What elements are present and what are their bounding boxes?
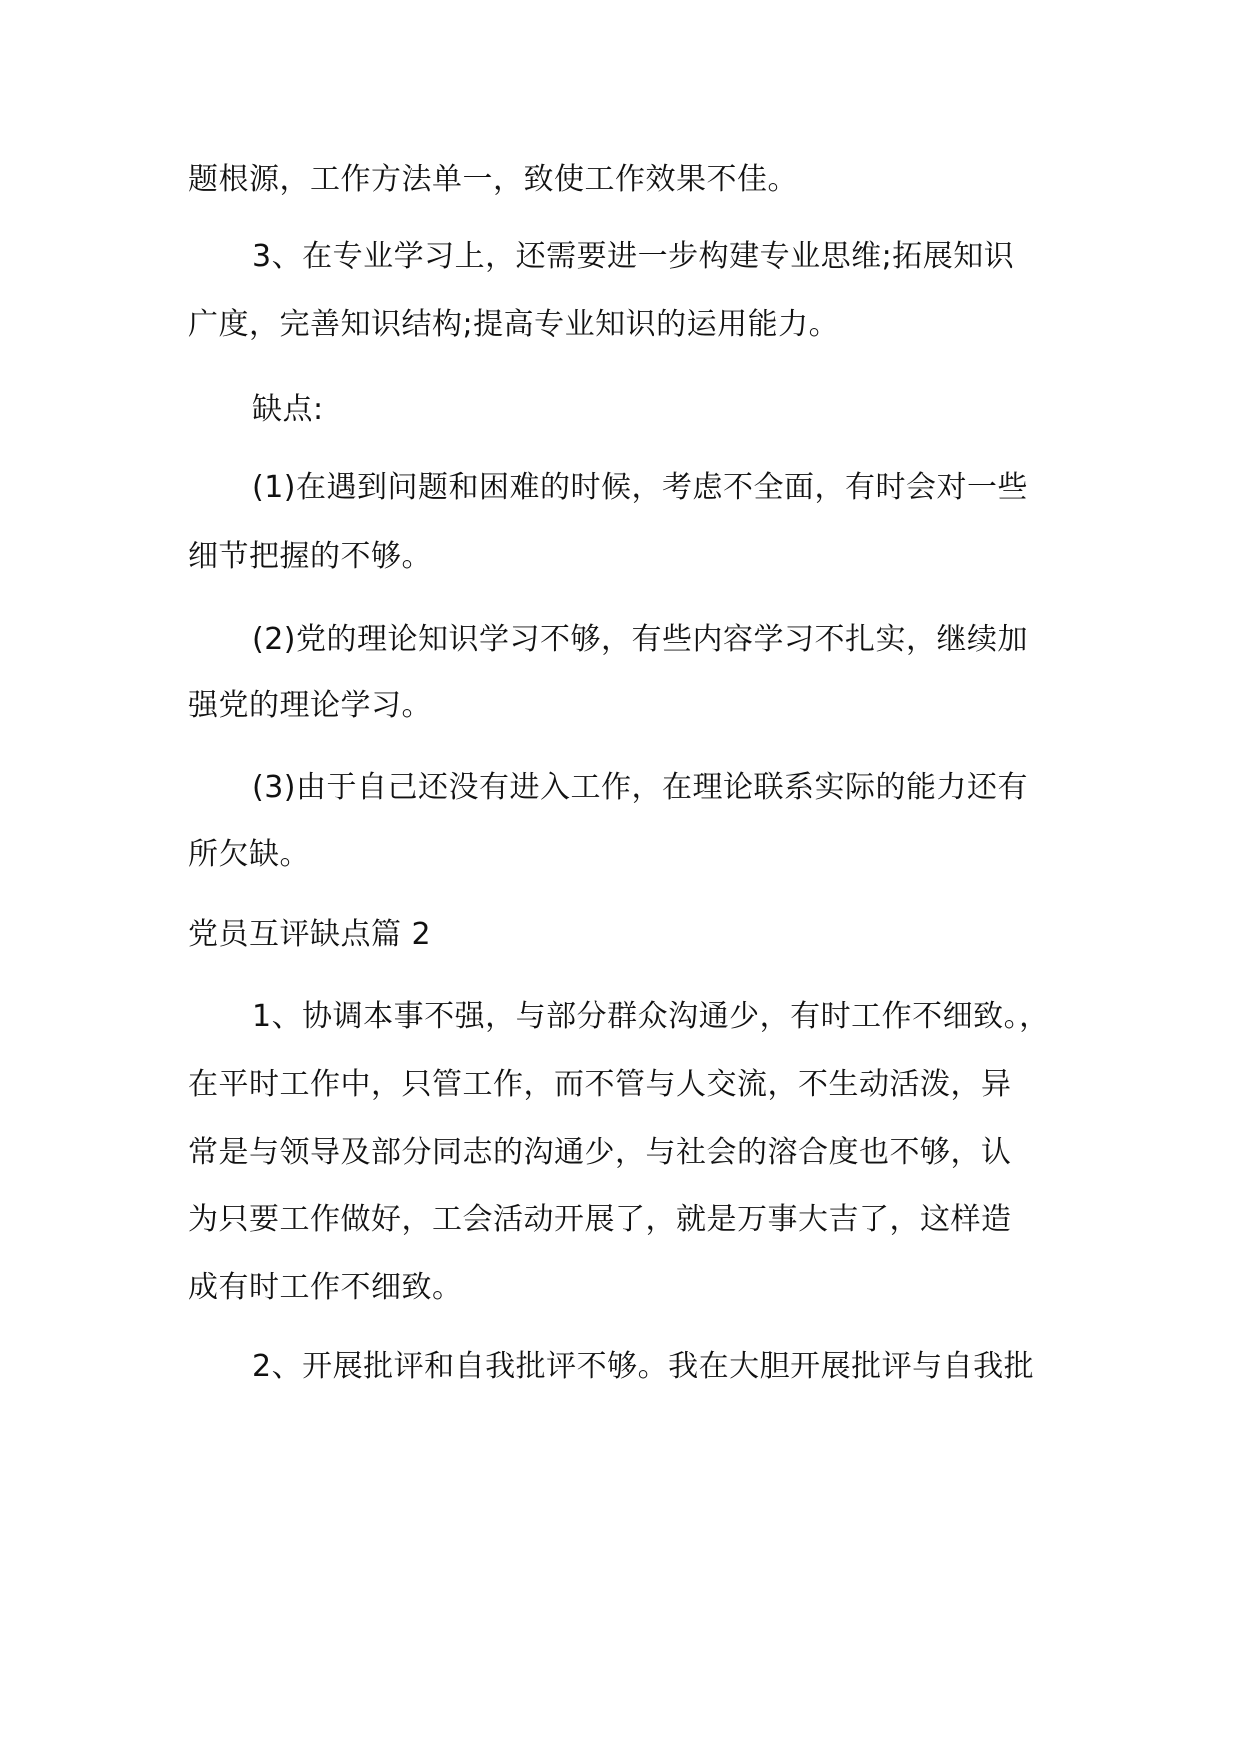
- text-line-16: 成有时工作不细致。: [188, 1270, 463, 1305]
- text-line-17: 2、开展批评和自我批评不够。我在大胆开展批评与自我批: [252, 1349, 1035, 1384]
- text-line-14: 常是与领导及部分同志的沟通少，与社会的溶合度也不够，认: [188, 1135, 1012, 1170]
- text-line-2: 3、在专业学习上，还需要进一步构建专业思维;拓展知识: [252, 239, 1015, 274]
- text-line-6: 细节把握的不够。: [188, 539, 432, 574]
- text-line-15: 为只要工作做好，工会活动开展了，就是万事大吉了，这样造: [188, 1202, 1012, 1237]
- text-line-3: 广度，完善知识结构;提高专业知识的运用能力。: [188, 307, 840, 342]
- section-label-shortcomings: 缺点:: [252, 392, 324, 427]
- text-line-8: 强党的理论学习。: [188, 688, 432, 723]
- text-line-1: 题根源，工作方法单一，致使工作效果不佳。: [188, 162, 798, 197]
- text-line-9: (3)由于自己还没有进入工作，在理论联系实际的能力还有: [252, 770, 1028, 805]
- text-line-5: (1)在遇到问题和困难的时候，考虑不全面，有时会对一些: [252, 470, 1028, 505]
- text-line-7: (2)党的理论知识学习不够，有些内容学习不扎实，继续加: [252, 622, 1028, 657]
- text-line-13: 在平时工作中，只管工作，而不管与人交流，不生动活泼，异: [188, 1067, 1012, 1102]
- section-heading: 党员互评缺点篇 2: [188, 917, 432, 952]
- text-line-10: 所欠缺。: [188, 837, 310, 872]
- text-line-12: 1、协调本事不强，与部分群众沟通少，有时工作不细致。，: [252, 999, 1050, 1034]
